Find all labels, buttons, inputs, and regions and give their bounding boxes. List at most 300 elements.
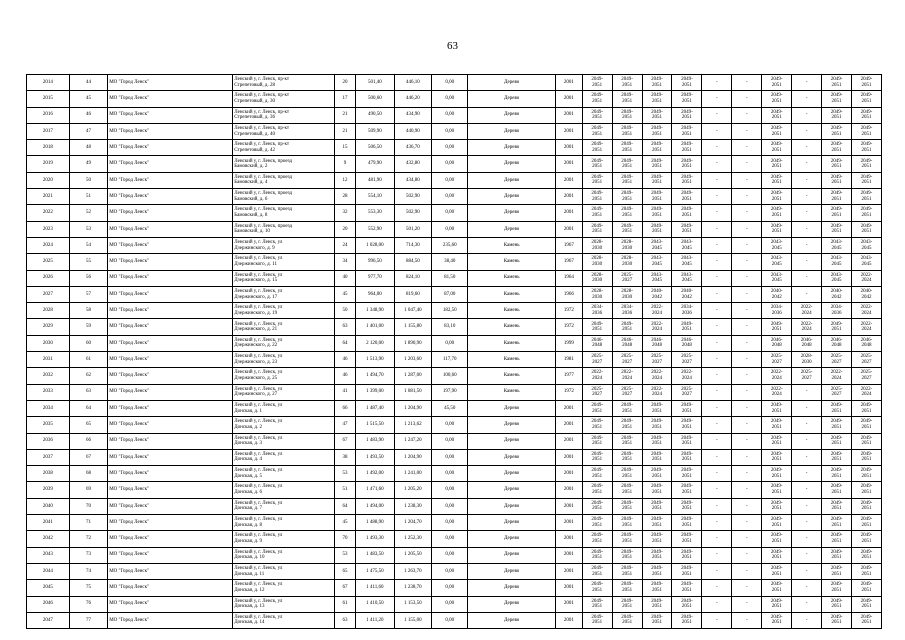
address-line-2: Бамовский, д. 10 bbox=[234, 229, 270, 235]
period-end: 2051 bbox=[652, 490, 662, 496]
period-end: 2051 bbox=[681, 506, 692, 512]
repair-period-cell bbox=[732, 140, 762, 156]
repair-period-cell bbox=[612, 91, 642, 107]
period-start: - bbox=[716, 308, 718, 313]
repair-period-cell bbox=[852, 270, 882, 286]
repair-period-cell bbox=[612, 563, 642, 579]
repair-period-cell bbox=[582, 498, 612, 514]
period-end: 2051 bbox=[861, 196, 872, 202]
repair-period-cell bbox=[582, 433, 612, 449]
row-number-cell: 56 bbox=[69, 270, 107, 286]
row-id-cell: 2038 bbox=[27, 466, 70, 482]
period-start: - bbox=[745, 210, 748, 216]
living-area-cell: 1 203,60 bbox=[394, 352, 431, 368]
period-start: - bbox=[745, 487, 748, 493]
period-start: 2049- bbox=[681, 142, 693, 148]
period-end: 2051 bbox=[652, 164, 662, 170]
period-start: 2049- bbox=[591, 614, 603, 620]
period-end: 2051 bbox=[622, 522, 633, 528]
repair-period-cell bbox=[852, 156, 882, 172]
period-start: 2049- bbox=[681, 77, 693, 83]
wall-material-cell: Камень bbox=[468, 368, 556, 384]
period-start: 2028- bbox=[800, 354, 813, 360]
period-end: 2051 bbox=[622, 604, 633, 610]
period-start: 2028- bbox=[621, 240, 633, 246]
nonliving-area-cell: 0,00 bbox=[432, 466, 468, 482]
repair-period-cell bbox=[852, 172, 882, 188]
repair-period-cell bbox=[792, 107, 822, 123]
period-start: 2049- bbox=[860, 598, 873, 604]
period-end: 2051 bbox=[681, 164, 692, 170]
period-end: 2051 bbox=[681, 98, 692, 104]
repair-period-cell bbox=[852, 531, 882, 547]
repair-period-cell bbox=[852, 205, 882, 221]
address-line-1: Ленский у, г. Ленск, проезд bbox=[234, 191, 293, 197]
repair-period-cell bbox=[612, 205, 642, 221]
table-row bbox=[27, 335, 882, 351]
period-start: 2025- bbox=[800, 370, 813, 376]
wall-material-cell: Дерево bbox=[468, 189, 556, 205]
period-end: 2024 bbox=[861, 278, 872, 284]
period-start: 2049- bbox=[770, 402, 783, 408]
repair-period-cell bbox=[642, 433, 672, 449]
period-start: - bbox=[745, 226, 748, 232]
period-end: 2051 bbox=[652, 115, 662, 121]
repair-period-cell bbox=[792, 254, 822, 270]
period-start: 2049- bbox=[860, 109, 873, 115]
repair-period-cell bbox=[762, 466, 792, 482]
living-area-cell: 1 238,30 bbox=[394, 498, 431, 514]
period-end: 2051 bbox=[771, 229, 782, 235]
repair-period-cell bbox=[582, 303, 612, 319]
period-start: - bbox=[716, 193, 718, 199]
period-end: 2051 bbox=[592, 408, 603, 414]
floors-cell: 20 bbox=[334, 75, 355, 91]
period-end: 2051 bbox=[771, 131, 782, 137]
period-start: 2049- bbox=[830, 321, 843, 327]
municipality-cell: МО "Город Ленск" bbox=[108, 612, 233, 628]
period-end: 2051 bbox=[622, 571, 633, 577]
repair-period-cell bbox=[672, 417, 702, 433]
repair-period-cell bbox=[672, 531, 702, 547]
floors-cell: 17 bbox=[334, 91, 355, 107]
repair-period-cell bbox=[672, 270, 702, 286]
period-start: 2049- bbox=[651, 582, 663, 588]
period-start: 2022- bbox=[651, 305, 663, 311]
build-year-cell: 2001 bbox=[555, 531, 582, 547]
period-end: 2024 bbox=[861, 327, 872, 333]
period-end: 2051 bbox=[831, 506, 842, 512]
period-start: 2025- bbox=[830, 386, 843, 392]
period-start: 2049- bbox=[770, 191, 783, 197]
municipality-cell: МО "Город Ленск" bbox=[108, 189, 233, 205]
period-end: 2051 bbox=[771, 620, 782, 626]
period-start: 2040- bbox=[860, 288, 873, 294]
period-start: 2049- bbox=[770, 517, 783, 523]
row-number-cell: 50 bbox=[69, 172, 107, 188]
period-end: 2051 bbox=[771, 82, 782, 88]
period-start: - bbox=[716, 568, 718, 574]
nonliving-area-cell: 0,00 bbox=[432, 123, 468, 139]
period-end: 2051 bbox=[831, 131, 842, 137]
period-start: 2025- bbox=[681, 386, 693, 392]
period-start: 2049- bbox=[770, 468, 783, 474]
period-end: 2048 bbox=[681, 343, 692, 349]
repair-period-cell bbox=[642, 205, 672, 221]
repair-period-cell bbox=[702, 531, 732, 547]
repair-period-cell bbox=[672, 580, 702, 596]
housing-repair-schedule-table bbox=[26, 74, 882, 629]
address-cell bbox=[233, 449, 335, 465]
repair-period-cell bbox=[582, 270, 612, 286]
period-start: 2028- bbox=[621, 288, 633, 294]
address-line-1: Ленский у, г. Ленск, проезд bbox=[234, 207, 293, 213]
period-end: 2051 bbox=[861, 441, 872, 447]
period-end: 2027 bbox=[771, 359, 782, 365]
period-end: 2048 bbox=[652, 343, 662, 349]
period-end: 2051 bbox=[592, 115, 603, 121]
period-end: 2045 bbox=[861, 261, 872, 267]
repair-period-cell bbox=[822, 123, 852, 139]
repair-period-cell bbox=[642, 449, 672, 465]
repair-period-cell bbox=[582, 580, 612, 596]
period-end: 2051 bbox=[861, 587, 872, 593]
period-start: - bbox=[716, 259, 718, 265]
repair-period-cell bbox=[762, 335, 792, 351]
address-line-1: Ленский у, г. Ленск, ул bbox=[234, 288, 283, 294]
period-end: 2051 bbox=[652, 620, 662, 626]
repair-period-cell bbox=[822, 449, 852, 465]
period-end: 2051 bbox=[681, 131, 692, 137]
living-area-cell: 446,20 bbox=[394, 91, 431, 107]
total-area-cell: 1 488,90 bbox=[356, 515, 394, 531]
address-line-1: Ленский у, г. Ленск, ул bbox=[234, 419, 283, 425]
period-start: 2049- bbox=[681, 321, 693, 327]
floors-cell: 40 bbox=[334, 270, 355, 286]
repair-period-cell bbox=[672, 466, 702, 482]
period-end: 2024 bbox=[652, 392, 662, 398]
period-start: - bbox=[745, 519, 748, 525]
floors-cell: 45 bbox=[334, 286, 355, 302]
nonliving-area-cell: 0,00 bbox=[432, 75, 468, 91]
period-end: 2045 bbox=[831, 278, 842, 284]
repair-period-cell bbox=[612, 498, 642, 514]
period-end: 2051 bbox=[771, 538, 782, 544]
nonliving-area-cell: 0,00 bbox=[432, 596, 468, 612]
period-end: 2051 bbox=[592, 147, 603, 153]
repair-period-cell bbox=[702, 596, 732, 612]
wall-material-cell: Камень bbox=[468, 352, 556, 368]
period-end: 2051 bbox=[861, 98, 872, 104]
total-area-cell: 996,50 bbox=[356, 254, 394, 270]
repair-period-cell bbox=[642, 384, 672, 400]
floors-cell: 66 bbox=[334, 400, 355, 416]
repair-period-cell bbox=[822, 547, 852, 563]
period-start: - bbox=[805, 112, 808, 118]
row-id-cell: 2040 bbox=[27, 498, 70, 514]
period-start: - bbox=[716, 503, 718, 509]
municipality-cell: МО "Город Ленск" bbox=[108, 384, 233, 400]
period-end: 2045 bbox=[652, 261, 662, 267]
row-id-cell: 2033 bbox=[27, 384, 70, 400]
period-end: 2036 bbox=[592, 310, 603, 316]
period-end: 2051 bbox=[622, 180, 633, 186]
table-row bbox=[27, 531, 882, 547]
repair-period-cell bbox=[612, 221, 642, 237]
repair-period-cell bbox=[732, 75, 762, 91]
repair-period-cell bbox=[822, 140, 852, 156]
repair-period-cell bbox=[702, 400, 732, 416]
repair-period-cell bbox=[852, 107, 882, 123]
period-start: 2034- bbox=[591, 305, 603, 311]
period-end: 2051 bbox=[771, 604, 782, 610]
wall-material-cell: Камень bbox=[468, 286, 556, 302]
total-area-cell: 1 028,00 bbox=[356, 237, 394, 253]
period-end: 2051 bbox=[652, 408, 662, 414]
period-start: 2049- bbox=[770, 614, 783, 620]
address-line-2: Донская, д. 11 bbox=[234, 571, 265, 577]
period-start: 2043- bbox=[770, 240, 783, 246]
repair-period-cell bbox=[762, 531, 792, 547]
wall-material-cell: Дерево bbox=[468, 466, 556, 482]
nonliving-area-cell: 0,00 bbox=[432, 482, 468, 498]
period-start: 2049- bbox=[770, 598, 783, 604]
address-cell bbox=[233, 189, 335, 205]
address-line-1: Ленский у, г. Ленск, ул bbox=[234, 240, 283, 246]
repair-period-cell bbox=[762, 107, 792, 123]
period-start: - bbox=[716, 226, 718, 232]
repair-period-cell bbox=[792, 449, 822, 465]
wall-material-cell: Камень bbox=[468, 303, 556, 319]
period-end: 2027 bbox=[622, 359, 633, 365]
repair-period-cell bbox=[642, 515, 672, 531]
period-start: - bbox=[716, 161, 718, 167]
period-start: 2049- bbox=[591, 533, 603, 539]
repair-period-cell bbox=[822, 612, 852, 628]
nonliving-area-cell: 0,00 bbox=[432, 417, 468, 433]
repair-period-cell bbox=[612, 384, 642, 400]
municipality-cell: МО "Город Ленск" bbox=[108, 319, 233, 335]
period-start: 2043- bbox=[830, 256, 843, 262]
period-end: 2048 bbox=[861, 343, 872, 349]
address-line-1: Ленский у, г. Ленск, ул bbox=[234, 386, 283, 392]
period-start: 2043- bbox=[681, 240, 693, 246]
repair-period-cell bbox=[732, 107, 762, 123]
municipality-cell: МО "Город Ленск" bbox=[108, 368, 233, 384]
period-start: 2049- bbox=[681, 468, 693, 474]
address-line-1: Ленский у, г. Ленск, ул bbox=[234, 549, 283, 555]
period-end: 2051 bbox=[652, 604, 662, 610]
repair-period-cell bbox=[852, 400, 882, 416]
period-end: 2051 bbox=[681, 147, 692, 153]
address-line-1: Ленский у, г. Ленск, ул bbox=[234, 451, 283, 457]
period-start: 2049- bbox=[860, 125, 873, 131]
period-end: 2051 bbox=[652, 473, 662, 479]
repair-period-cell bbox=[792, 91, 822, 107]
address-line-2: Донская, д. 14 bbox=[234, 620, 265, 626]
table-row bbox=[27, 91, 882, 107]
repair-period-cell bbox=[822, 189, 852, 205]
period-end: 2051 bbox=[681, 213, 692, 219]
repair-period-cell bbox=[732, 563, 762, 579]
repair-period-cell bbox=[822, 254, 852, 270]
repair-period-cell bbox=[612, 368, 642, 384]
period-end: 2051 bbox=[771, 424, 782, 430]
period-start: - bbox=[805, 79, 808, 85]
period-end: 2045 bbox=[681, 278, 692, 284]
address-line-2: Донская, д. 3 bbox=[234, 441, 262, 447]
period-start: 2049- bbox=[860, 451, 873, 457]
repair-period-cell bbox=[672, 612, 702, 628]
period-start: 2049- bbox=[770, 142, 783, 148]
period-start: - bbox=[745, 291, 748, 297]
period-end: 2051 bbox=[831, 164, 842, 170]
repair-period-cell bbox=[762, 368, 792, 384]
period-end: 2051 bbox=[652, 196, 662, 202]
period-end: 2051 bbox=[592, 473, 603, 479]
repair-period-cell bbox=[792, 482, 822, 498]
build-year-cell: 2001 bbox=[555, 547, 582, 563]
address-line-2: Бамовский, д. 2 bbox=[234, 164, 268, 170]
repair-period-cell bbox=[672, 123, 702, 139]
wall-material-cell: Дерево bbox=[468, 156, 556, 172]
period-start: - bbox=[745, 193, 748, 199]
build-year-cell: 1967 bbox=[555, 237, 582, 253]
repair-period-cell bbox=[852, 91, 882, 107]
repair-period-cell bbox=[702, 466, 732, 482]
period-start: 2049- bbox=[621, 207, 633, 213]
period-start: 2049- bbox=[770, 451, 783, 457]
repair-period-cell bbox=[582, 75, 612, 91]
repair-period-cell bbox=[642, 547, 672, 563]
address-cell bbox=[233, 580, 335, 596]
living-area-cell: 1 205,50 bbox=[394, 547, 431, 563]
wall-material-cell: Дерево bbox=[468, 172, 556, 188]
floors-cell: 34 bbox=[334, 254, 355, 270]
address-line-2: Донская, д. 12 bbox=[234, 587, 265, 593]
floors-cell: 53 bbox=[334, 547, 355, 563]
period-start: 2049- bbox=[591, 500, 603, 506]
address-cell bbox=[233, 482, 335, 498]
period-start: 2049- bbox=[681, 549, 693, 555]
address-line-1: Ленский у, г. Ленск, ул bbox=[234, 305, 283, 311]
period-start: 2049- bbox=[591, 402, 603, 408]
period-start: 2049- bbox=[591, 582, 603, 588]
period-start: 2049- bbox=[621, 77, 633, 83]
period-start: 2049- bbox=[860, 402, 873, 408]
period-start: 2049- bbox=[770, 109, 783, 115]
period-end: 2051 bbox=[652, 506, 662, 512]
period-end: 2042 bbox=[831, 294, 842, 300]
period-start: - bbox=[716, 177, 718, 183]
living-area-cell: 1 205,20 bbox=[394, 482, 431, 498]
row-id-cell: 2019 bbox=[27, 156, 70, 172]
period-end: 2051 bbox=[652, 538, 662, 544]
repair-period-cell bbox=[792, 466, 822, 482]
nonliving-area-cell: 87,00 bbox=[432, 286, 468, 302]
total-area-cell: 1 513,90 bbox=[356, 352, 394, 368]
address-line-2: Донская, д. 1 bbox=[234, 408, 262, 414]
period-end: 2027 bbox=[681, 359, 692, 365]
period-end: 2051 bbox=[861, 620, 872, 626]
row-id-cell: 2032 bbox=[27, 368, 70, 384]
period-start: 2028- bbox=[591, 288, 603, 294]
period-end: 2051 bbox=[681, 604, 692, 610]
period-start: - bbox=[716, 422, 718, 428]
period-start: 2025- bbox=[591, 354, 603, 360]
repair-period-cell bbox=[612, 123, 642, 139]
period-end: 2045 bbox=[681, 245, 692, 251]
period-start: 2049- bbox=[651, 419, 663, 425]
repair-period-cell bbox=[582, 449, 612, 465]
build-year-cell: 2001 bbox=[555, 596, 582, 612]
total-area-cell: 1 487,40 bbox=[356, 400, 394, 416]
period-start: 2046- bbox=[830, 337, 843, 343]
period-start: 2049- bbox=[651, 125, 663, 131]
period-start: 2049- bbox=[651, 77, 663, 83]
period-start: 2049- bbox=[830, 451, 843, 457]
period-end: 2051 bbox=[831, 604, 842, 610]
period-start: 2049- bbox=[860, 77, 873, 83]
period-end: 2051 bbox=[771, 180, 782, 186]
period-start: 2049- bbox=[860, 533, 873, 539]
nonliving-area-cell: 0,00 bbox=[432, 335, 468, 351]
address-line-1: Ленский у, г. Ленск, ул bbox=[234, 354, 283, 360]
nonliving-area-cell: 0,00 bbox=[432, 221, 468, 237]
period-end: 2051 bbox=[652, 98, 662, 104]
period-end: 2051 bbox=[831, 180, 842, 186]
wall-material-cell: Дерево bbox=[468, 75, 556, 91]
repair-period-cell bbox=[822, 482, 852, 498]
repair-period-cell bbox=[612, 270, 642, 286]
period-start: 2049- bbox=[681, 451, 693, 457]
floors-cell: 46 bbox=[334, 352, 355, 368]
address-line-1: Ленский у, г. Ленск, ул bbox=[234, 533, 283, 539]
period-end: 2051 bbox=[592, 587, 603, 593]
row-number-cell: 77 bbox=[69, 612, 107, 628]
period-start: 2022- bbox=[860, 305, 873, 311]
period-start: 2049- bbox=[591, 435, 603, 441]
repair-period-cell bbox=[582, 156, 612, 172]
repair-period-cell bbox=[852, 547, 882, 563]
repair-period-cell bbox=[702, 270, 732, 286]
build-year-cell: 1972 bbox=[555, 303, 582, 319]
period-start: 2049- bbox=[830, 484, 843, 490]
repair-period-cell bbox=[582, 352, 612, 368]
floors-cell: 41 bbox=[334, 384, 355, 400]
period-start: 2049- bbox=[860, 435, 873, 441]
period-start: 2049- bbox=[621, 158, 633, 164]
address-line-2: Стрепетовый, д. 36 bbox=[234, 115, 275, 121]
address-line-1: Ленский у, г. Ленск, ул bbox=[234, 598, 283, 604]
period-end: 2051 bbox=[831, 229, 842, 235]
period-end: 2051 bbox=[622, 147, 633, 153]
period-end: 2051 bbox=[681, 196, 692, 202]
repair-period-cell bbox=[792, 237, 822, 253]
repair-period-cell bbox=[762, 91, 792, 107]
period-start: 2049- bbox=[591, 109, 603, 115]
period-start: 2022- bbox=[651, 321, 663, 327]
repair-period-cell bbox=[732, 417, 762, 433]
total-area-cell: 2 120,00 bbox=[356, 335, 394, 351]
repair-period-cell bbox=[822, 335, 852, 351]
address-cell bbox=[233, 335, 335, 351]
build-year-cell: 2001 bbox=[555, 466, 582, 482]
period-end: 2051 bbox=[831, 327, 842, 333]
municipality-cell: МО "Город Ленск" bbox=[108, 352, 233, 368]
period-end: 2051 bbox=[592, 213, 603, 219]
period-start: 2046- bbox=[651, 337, 663, 343]
